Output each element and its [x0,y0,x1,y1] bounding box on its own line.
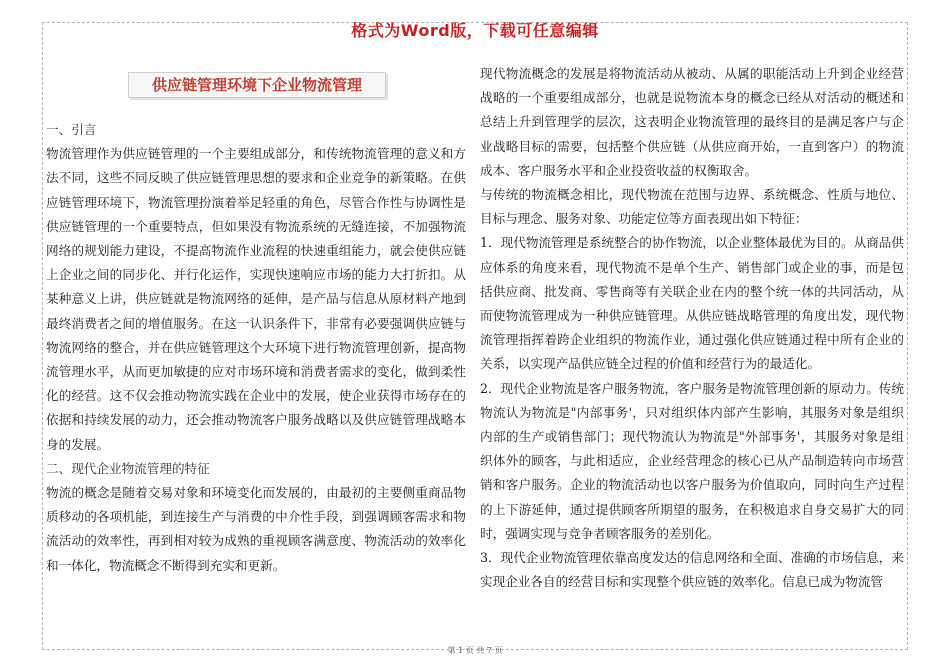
section-heading: 二、现代企业物流管理的特征 [46,460,210,476]
section-heading: 一、引言 [46,122,97,137]
paragraph: 现代物流概念的发展是将物流活动从被动、从属的职能活动上升到企业经营战略的一个重要组成部分，也就是说物流本身的概念已经从对活动的概述和总结上升到管理学的层次，这表明企业物流管理的最终目的是满足客户与企业战略目标的需要，包括整个供应链（从供应商开始，一直到客户）的物流成本、客户服务水平和企业投资收益的权衡取舍。 [480,66,904,178]
paragraph: 物流的概念是随着交易对象和环境变化而发展的，由最初的主要侧重商品物质移动的各项机能，到连接生产与消费的中介性手段，到强调顾客需求和物流活动的效率性，再到相对较为成熟的重视顾客满意度、物流活动的效率化和一体化，物流概念不断得到充实和更新。 [46,485,466,573]
right-column [480,62,904,594]
paragraph: 与传统的物流概念相比，现代物流在范围与边界、系统概念、性质与地位、目标与理念、服务对象、功能定位等方面表现出如下特征： [480,187,904,227]
page-number: 第 1 页 共 7 页 [447,646,503,655]
paragraph: 3．现代企业物流管理依靠高度发达的信息网络和全面、准确的市场信息，来实现企业各自的经营目标和实现整个供应链的效率化。信息已成为物流管 [480,550,904,590]
paragraph: 物流管理作为供应链管理的一个主要组成部分，和传统物流管理的意义和方法不同，这些不同反映了供应链管理思想的要求和企业竞争的新策略。在供应链管理环境下，物流管理扮演着举足轻重的角色，尽管合作性与协调性是供应链管理的一个重要特点，但如果没有物流系统的无缝连接，不加强物流网络的规划能力建设，不提高物流作业流程的快速重组能力，就会使供应链上企业之间的同步化、并行化运作，实现快速响应市场的能力大打折扣。从某种意义上讲，供应链就是物流网络的延伸，是产品与信息从原材料产地到最终消费者之间的增值服务。在这一认识条件下，非常有必要强调供应链与物流网络的整合，并在供应链管理这个大环境下进行物流管理创新，提高物流管理水平，从而更加敏捷的应对市场环境和消费者需求的变化，做到柔性化的经营。这不仅会推动物流实践在企业中的发展，使企业获得市场存在的依据和持续发展的动力，还会推动物流客户服务战略以及供应链管理战略本身的发展。 [46,146,466,452]
left-column [46,118,466,578]
paragraph: 1．现代物流管理是系统整合的协作物流，以企业整体最优为目的。从商品供应体系的角度来看，现代物流不是单个生产、销售部门或企业的事，而是包括供应商、批发商、零售商等有关联企业在内的整个统一体的共同活动，从而使物流管理成为一种供应链管理。从供应链战略管理的角度出发，现代物流管理指挥着跨企业组织的物流作业，通过强化供应链通过程中所有企业的关系，以实现产品供应链全过程的价值和经营行为的最适化。 [480,235,904,372]
download-banner: 格式为Word版，下载可任意编辑 [351,21,599,40]
document-title: 供应链管理环境下企业物流管理 [128,72,386,98]
paragraph: 2．现代企业物流是客户服务物流，客户服务是物流管理创新的原动力。传统物流认为物流是"内部事务'，只对组织体内部产生影响，其服务对象是组织内部的生产或销售部门；现代物流认为物流是"外部事务'，其服务对象是组织体外的顾客，与此相适应，企业经营理念的核心已从产品制造转向市场营销和客户服务。企业的物流活动也以客户服务为价值取向，同时向生产过程的上下游延伸，通过提供顾客所期望的服务，在积极追求自身交易扩大的同时，强调实现与竞争者顾客服务的差别化。 [480,380,904,541]
